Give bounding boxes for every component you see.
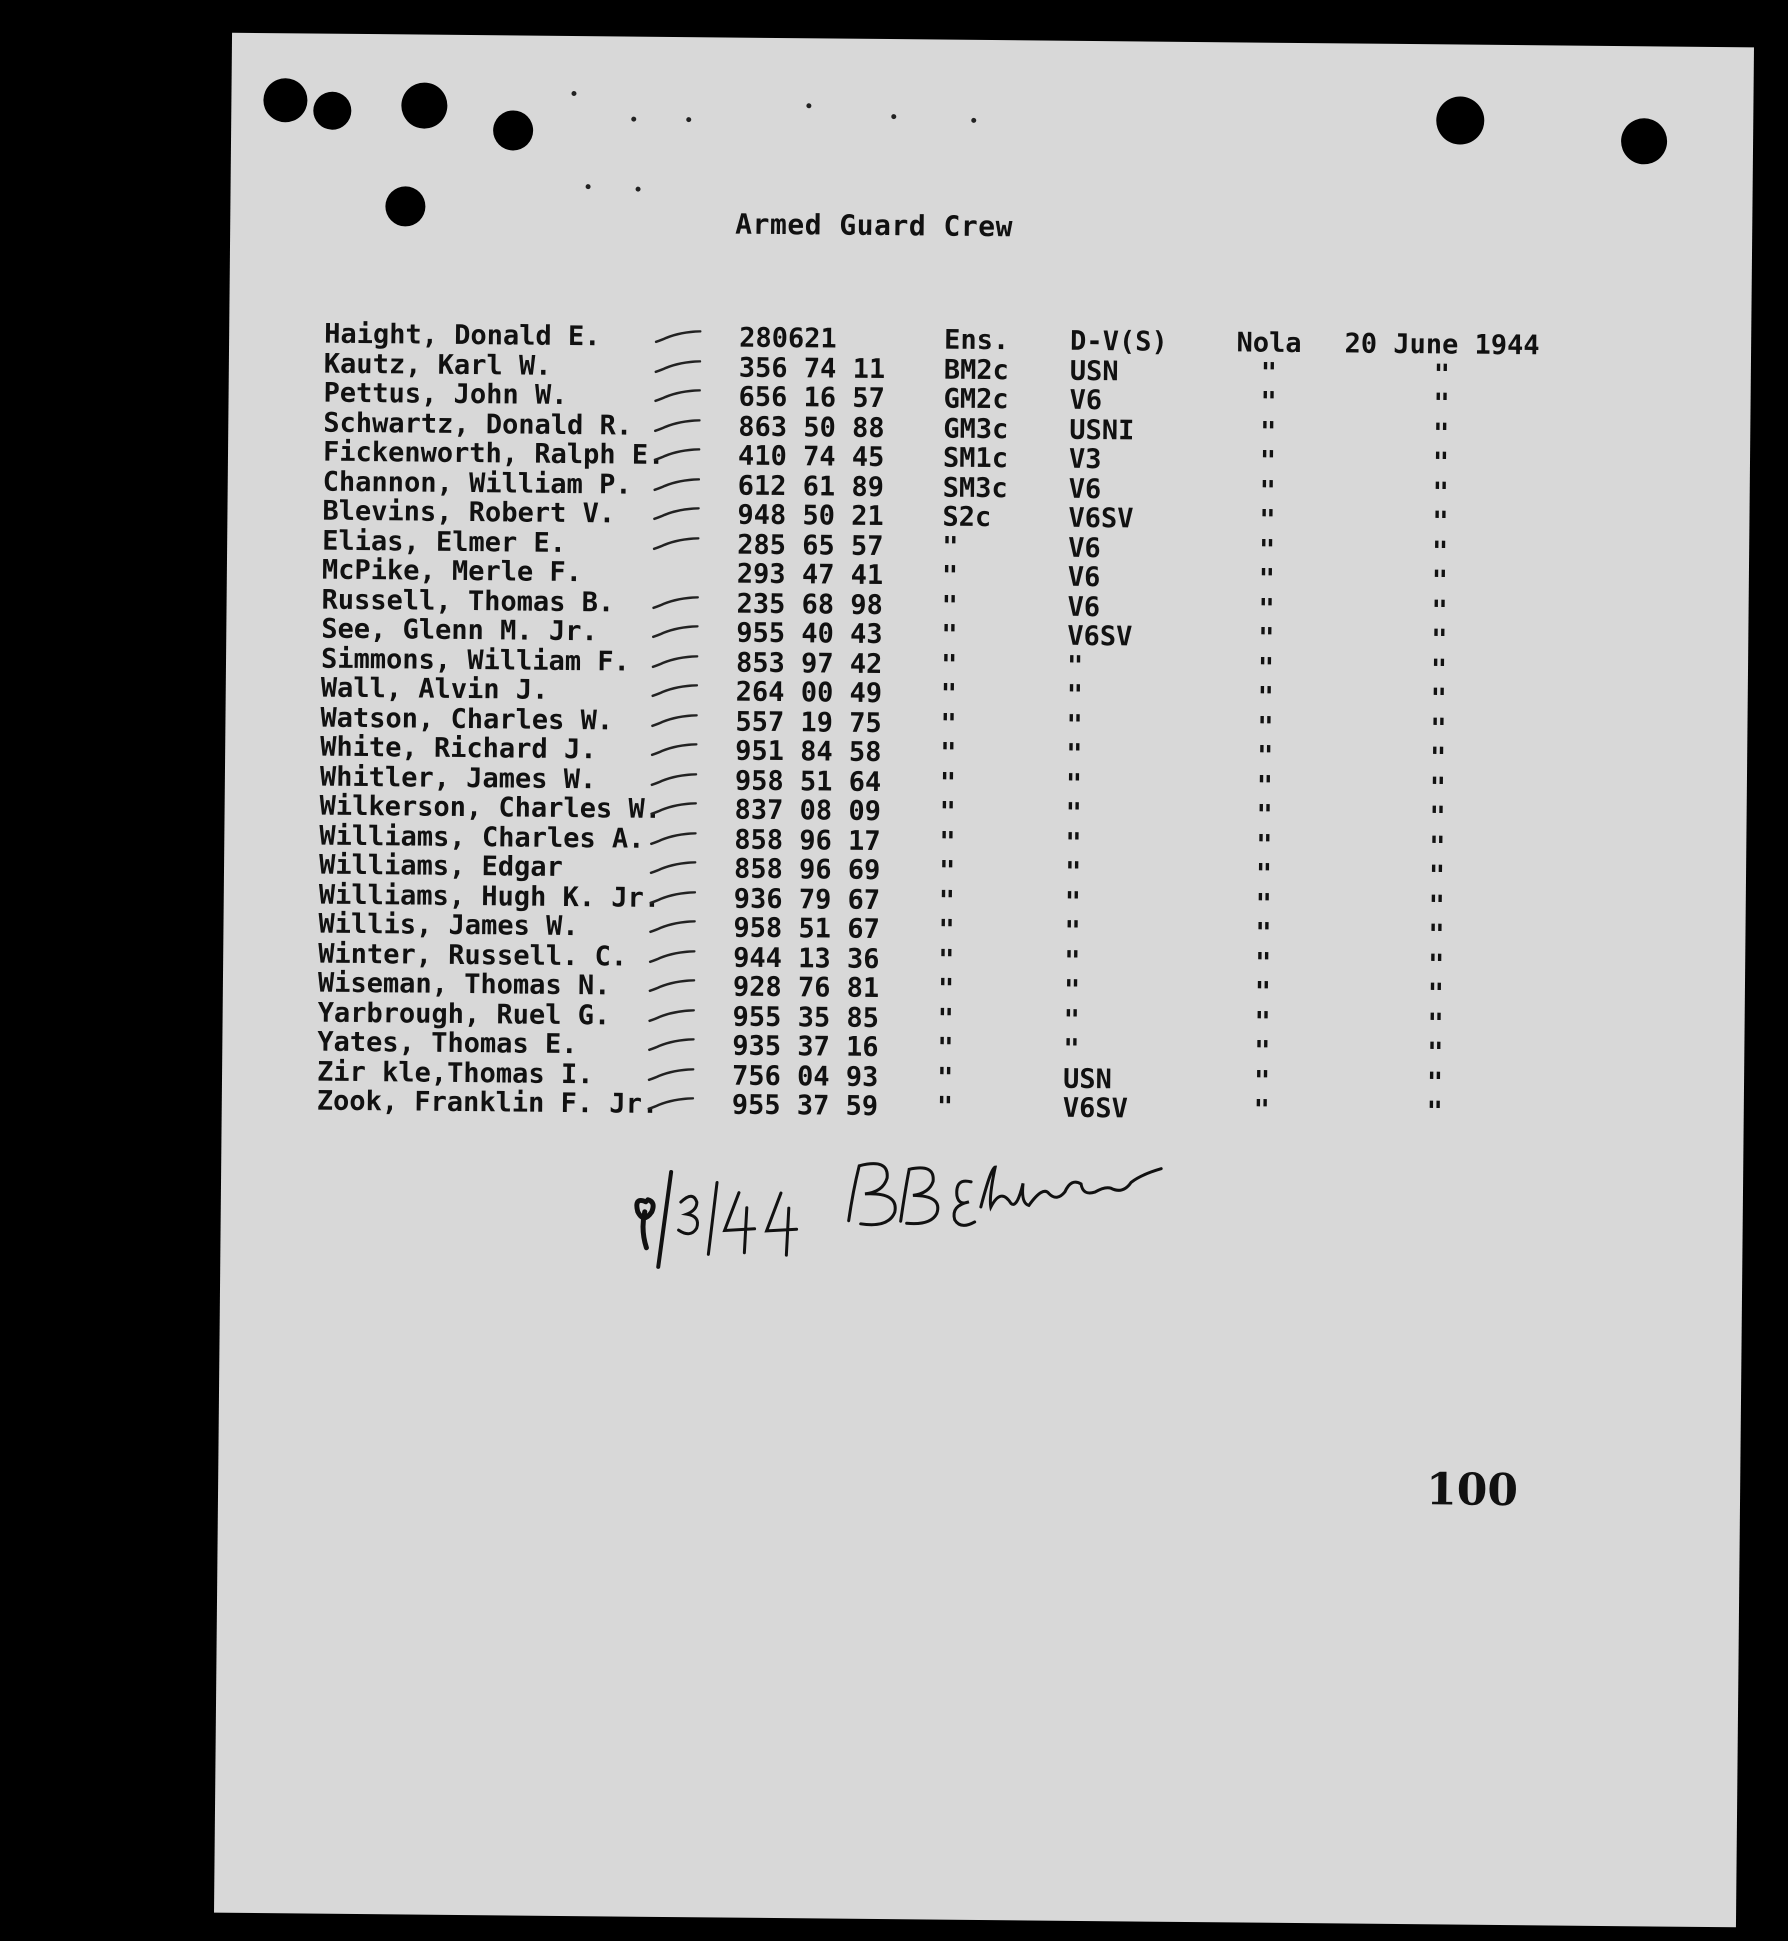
roster-date: ": [1431, 535, 1449, 567]
roster-rate: GM3c: [943, 413, 1009, 445]
check-mark-icon: [649, 861, 697, 875]
roster-rate: ": [941, 560, 959, 592]
roster-name: Winter, Russell. C.: [318, 938, 628, 973]
roster-date: ": [1427, 1037, 1444, 1069]
roster-rate: BM2c: [943, 354, 1010, 386]
roster-class: ": [1066, 650, 1084, 682]
roster-rate: ": [938, 944, 955, 976]
punch-hole: [385, 186, 425, 226]
roster-class: ": [1064, 856, 1082, 888]
check-mark-icon: [654, 330, 702, 344]
roster-rate: ": [937, 973, 955, 1005]
roster-name: Watson, Charles W.: [320, 702, 614, 736]
roster-port: ": [1257, 681, 1275, 713]
roster-number: 948 50 21: [737, 499, 884, 533]
roster-class: ": [1064, 886, 1082, 918]
check-mark-icon: [652, 507, 700, 521]
punch-hole: [1621, 118, 1667, 164]
roster-port: ": [1257, 711, 1274, 743]
roster-name: White, Richard J.: [320, 731, 597, 766]
check-mark-icon: [647, 1097, 695, 1111]
roster-number: 280621: [739, 322, 837, 355]
roster-port: ": [1254, 947, 1272, 979]
paper-speck: [806, 103, 811, 108]
check-mark-icon: [651, 625, 699, 639]
roster-port: ": [1255, 917, 1272, 949]
roster-number: 557 19 75: [735, 706, 882, 739]
roster-name: Wiseman, Thomas N.: [317, 967, 611, 1002]
roster-number: 756 04 93: [731, 1060, 879, 1093]
roster-number: 936 79 67: [733, 883, 881, 916]
roster-rate: ": [938, 885, 956, 917]
roster-name: Willis, James W.: [318, 908, 579, 943]
roster-number: 944 13 36: [733, 942, 880, 975]
roster-number: 863 50 88: [738, 411, 885, 444]
roster-date: ": [1430, 712, 1447, 744]
roster-rate: ": [939, 796, 957, 828]
check-mark-icon: [647, 1038, 695, 1052]
roster-class: ": [1066, 738, 1083, 770]
handwritten-signature: [830, 1151, 1221, 1245]
paper-speck: [586, 184, 591, 189]
check-mark-icon: [652, 595, 700, 609]
paper-speck: [971, 118, 976, 123]
roster-name: Elias, Elmer E.: [322, 525, 567, 559]
roster-date: ": [1427, 1007, 1444, 1039]
roster-port: ": [1254, 976, 1272, 1008]
roster-name: Zir kle,Thomas I.: [316, 1056, 594, 1090]
check-mark-icon: [648, 920, 696, 934]
roster-class: ": [1063, 1004, 1081, 1036]
roster-rate: SM1c: [942, 442, 1009, 475]
roster-class: ": [1063, 1033, 1080, 1065]
check-mark-icon: [653, 418, 701, 432]
roster-class: ": [1065, 797, 1083, 829]
roster-name: Wall, Alvin J.: [320, 672, 549, 706]
roster-number: 293 47 41: [736, 558, 884, 592]
roster-class: ": [1063, 974, 1081, 1006]
roster-number: 853 97 42: [735, 647, 883, 680]
punch-hole: [263, 78, 307, 122]
roster-number: 958 51 67: [733, 912, 880, 945]
roster-class: ": [1065, 827, 1082, 859]
roster-rate: ": [937, 1032, 954, 1064]
roster-number: 935 37 16: [732, 1030, 879, 1063]
roster-port: ": [1256, 799, 1273, 831]
roster-number: 837 08 09: [734, 794, 882, 828]
roster-number: 955 35 85: [732, 1001, 880, 1034]
roster-port: ": [1256, 770, 1274, 802]
roster-name: Williams, Edgar: [318, 849, 564, 883]
roster-rate: ": [939, 826, 956, 858]
roster-port: ": [1259, 416, 1277, 448]
roster-port: ": [1256, 829, 1273, 861]
roster-port: ": [1260, 386, 1277, 418]
punch-hole: [401, 82, 447, 128]
roster-date: ": [1432, 417, 1450, 449]
roster-class: USN: [1062, 1063, 1112, 1095]
roster-rate: ": [940, 737, 957, 769]
check-mark-icon: [654, 389, 702, 403]
roster-number: 612 61 89: [737, 470, 885, 503]
roster-number: 356 74 11: [738, 352, 886, 385]
roster-date: ": [1429, 771, 1447, 803]
roster-number: 235 68 98: [736, 588, 884, 621]
roster-name: Blevins, Robert V.: [322, 495, 616, 530]
roster-port: ": [1253, 1065, 1271, 1097]
roster-date: ": [1427, 948, 1445, 980]
roster-name: Wilkerson, Charles W.: [319, 790, 662, 825]
roster-number: 958 51 64: [734, 765, 882, 798]
check-mark-icon: [648, 949, 696, 963]
roster-class: D-V(S): [1069, 325, 1168, 358]
roster-rate: Ens.: [943, 324, 1010, 357]
roster-class: ": [1066, 679, 1084, 711]
roster-date: ": [1428, 919, 1445, 951]
roster-rate: ": [936, 1091, 954, 1123]
roster-rate: ": [940, 678, 958, 710]
roster-rate: ": [941, 619, 958, 651]
roster-class: ": [1064, 945, 1081, 977]
roster-rate: GM2c: [943, 383, 1009, 416]
roster-class: V6SV: [1068, 502, 1134, 535]
check-mark-icon: [654, 359, 702, 373]
paper-speck: [571, 91, 576, 96]
roster-class: USN: [1069, 355, 1119, 387]
roster-date: 20 June 1944: [1344, 328, 1540, 362]
roster-port: ": [1256, 740, 1274, 772]
roster-port: ": [1255, 858, 1273, 890]
roster-class: V3: [1068, 443, 1102, 476]
roster-date: ": [1433, 388, 1450, 420]
roster-date: ": [1430, 683, 1447, 715]
roster-port: ": [1254, 1006, 1271, 1038]
roster-number: 264 00 49: [735, 676, 883, 710]
check-mark-icon: [653, 477, 701, 491]
roster-date: ": [1431, 594, 1448, 626]
roster-class: V6: [1067, 591, 1101, 623]
roster-port: ": [1259, 475, 1276, 507]
punch-hole: [313, 92, 351, 130]
roster-class: V6SV: [1067, 620, 1133, 653]
paper-speck: [631, 117, 636, 122]
roster-name: Williams, Hugh K. Jr.: [318, 879, 661, 914]
roster-port: ": [1255, 888, 1273, 920]
roster-rate: SM3c: [942, 472, 1008, 504]
roster-number: 951 84 58: [735, 735, 882, 769]
check-mark-icon: [650, 743, 698, 757]
page-number: 100: [1425, 1464, 1519, 1517]
check-mark-icon: [653, 448, 701, 462]
roster-class: V6: [1068, 473, 1102, 505]
roster-date: ": [1428, 860, 1446, 892]
roster-rate: ": [940, 649, 958, 681]
roster-port: ": [1253, 1094, 1271, 1126]
roster-name: Yates, Thomas E.: [317, 1026, 578, 1061]
paper-speck: [686, 117, 691, 122]
roster-date: ": [1432, 506, 1449, 538]
roster-rate: ": [940, 708, 957, 740]
roster-class: USNI: [1069, 414, 1135, 446]
roster-date: ": [1430, 624, 1448, 656]
check-mark-icon: [651, 654, 699, 668]
roster-rate: ": [941, 590, 959, 622]
roster-rate: ": [938, 855, 956, 887]
check-mark-icon: [650, 802, 698, 816]
roster-class: ": [1064, 915, 1081, 947]
check-mark-icon: [648, 979, 696, 993]
paper-speck: [636, 187, 641, 192]
roster-port: ": [1259, 504, 1276, 536]
roster-name: Schwartz, Donald R.: [323, 407, 633, 442]
roster-number: 858 96 69: [733, 853, 881, 886]
document-page: [214, 33, 1754, 1928]
roster-port: ": [1257, 652, 1275, 684]
roster-port: ": [1258, 563, 1276, 595]
roster-port: ": [1260, 357, 1278, 389]
roster-date: ": [1426, 1096, 1444, 1128]
roster-date: ": [1427, 978, 1445, 1010]
roster-name: Russell, Thomas B.: [321, 584, 615, 618]
roster-number: 928 76 81: [732, 971, 880, 1004]
check-mark-icon: [650, 772, 698, 786]
punch-hole: [493, 110, 533, 150]
roster-date: ": [1429, 742, 1447, 774]
roster-number: 955 37 59: [731, 1089, 879, 1122]
roster-port: ": [1258, 622, 1275, 654]
roster-port: ": [1259, 445, 1277, 477]
roster-number: 858 96 17: [734, 824, 881, 857]
roster-date: ": [1432, 476, 1449, 508]
roster-number: 410 74 45: [737, 440, 885, 474]
roster-rate: ": [939, 767, 957, 799]
roster-name: Pettus, John W.: [323, 377, 568, 411]
roster-rate: ": [938, 914, 955, 946]
roster-name: Whitler, James W.: [319, 761, 597, 795]
roster-class: V6: [1067, 561, 1101, 594]
roster-name: Yarbrough, Ruel G.: [317, 997, 611, 1031]
roster-class: V6: [1068, 532, 1101, 564]
roster-port: ": [1254, 1035, 1271, 1067]
roster-class: ": [1065, 768, 1083, 800]
roster-name: Williams, Charles A.: [319, 820, 645, 855]
roster-name: Haight, Donald E.: [324, 318, 601, 353]
roster-name: Fickenworth, Ralph E.: [322, 436, 665, 471]
roster-port: ": [1258, 593, 1275, 625]
roster-port: ": [1258, 534, 1276, 566]
check-mark-icon: [647, 1067, 695, 1081]
roster-date: ": [1431, 565, 1449, 597]
roster-name: Simmons, William F.: [320, 643, 631, 678]
roster-name: McPike, Merle F.: [321, 554, 583, 589]
check-mark-icon: [650, 713, 698, 727]
roster-number: 285 65 57: [737, 529, 884, 562]
roster-number: 656 16 57: [738, 381, 886, 415]
punch-hole: [1436, 96, 1484, 144]
check-mark-icon: [649, 890, 697, 904]
roster-date: ": [1429, 801, 1446, 833]
roster-number: 955 40 43: [736, 617, 883, 651]
paper-speck: [891, 114, 896, 119]
crew-roster: [317, 319, 1625, 1128]
roster-date: ": [1428, 889, 1446, 921]
roster-name: See, Glenn M. Jr.: [321, 613, 598, 648]
roster-class: ": [1066, 709, 1083, 741]
roster-rate: ": [942, 531, 959, 563]
check-mark-icon: [648, 1008, 696, 1022]
roster-rate: ": [937, 1003, 955, 1035]
check-mark-icon: [651, 684, 699, 698]
roster-date: ": [1426, 1066, 1444, 1098]
roster-date: ": [1429, 830, 1446, 862]
roster-class: V6SV: [1062, 1092, 1128, 1125]
roster-name: Zook, Franklin F. Jr.: [316, 1085, 659, 1120]
roster-date: ": [1430, 653, 1448, 685]
roster-class: V6: [1069, 384, 1103, 417]
handwritten-date: [620, 1162, 821, 1274]
roster-port: Nola: [1236, 327, 1302, 360]
roster-name: Channon, William P.: [322, 466, 632, 501]
check-mark-icon: [649, 831, 697, 845]
roster-name: Kautz, Karl W.: [323, 348, 552, 382]
roster-date: ": [1432, 447, 1450, 479]
roster-date: ": [1433, 358, 1451, 390]
check-mark-icon: [652, 536, 700, 550]
roster-rate: ": [936, 1062, 954, 1094]
roster-rate: S2c: [942, 501, 992, 534]
document-title: Armed Guard Crew: [735, 207, 1014, 244]
